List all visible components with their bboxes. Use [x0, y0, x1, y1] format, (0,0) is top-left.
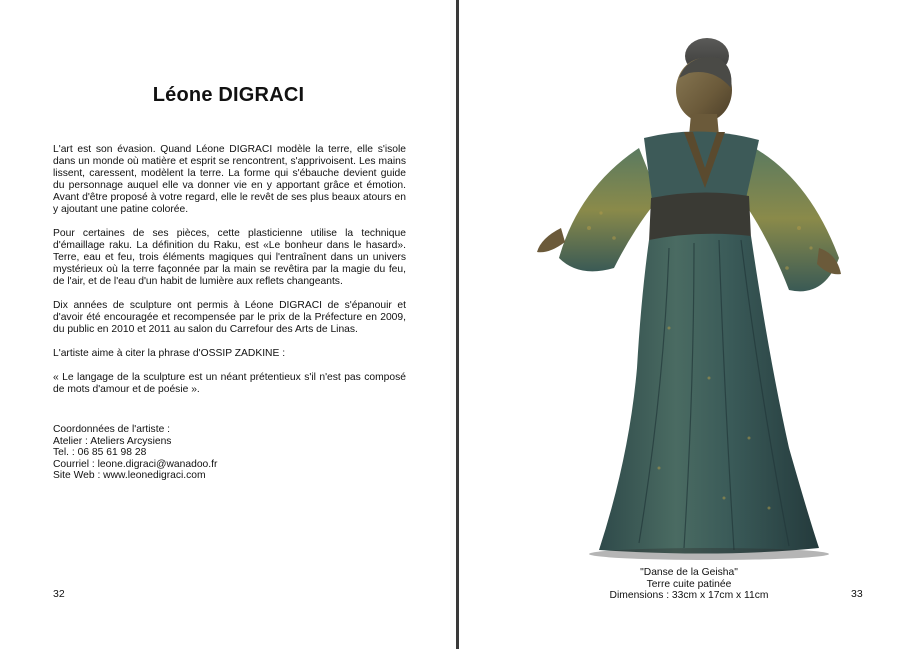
contact-phone: Tel. : 06 85 61 98 28	[53, 447, 147, 459]
page-number-left: 32	[53, 588, 65, 600]
page-title: Léone DIGRACI	[152, 84, 305, 106]
contact-email: Courriel : leone.digraci@wanadoo.fr	[53, 458, 218, 470]
bio-paragraph: Pour certaines de ses pièces, cette plasticienne utilise la technique d'émaillage raku. La définition du Raku, est «Le bonheur dans le hasard». Terre, eau et feu, trois éléments magiques qui l'entraînent dans un univers mystérieux où la terre façonnée par la main se revêtira par la magie du feu, de l'air, et de l'eau d'un habit de lumière aux reflets changeants.	[53, 228, 406, 287]
quote-paragraph: « Le langage de la sculpture est un néant prétentieux s'il n'est pas composé de mots d'amour et de poésie ».	[53, 372, 406, 395]
page-number-right: 33	[851, 588, 863, 600]
artwork-title: "Danse de la Geisha"	[640, 567, 738, 578]
bio-paragraph: L'artiste aime à citer la phrase d'OSSIP ZADKINE :	[53, 348, 286, 359]
contact-website: Site Web : www.leonedigraci.com	[53, 470, 206, 482]
artwork-dimensions: Dimensions : 33cm x 17cm x 11cm	[609, 590, 769, 601]
contact-heading: Coordonnées de l'artiste :	[53, 424, 171, 435]
base-shadow	[589, 548, 829, 560]
artist-biography	[53, 144, 406, 408]
artist-contact-block	[53, 424, 406, 482]
artwork-caption	[549, 567, 829, 602]
left-hand	[537, 228, 565, 252]
bio-paragraph: L'art est son évasion. Quand Léone DIGRACI modèle la terre, elle s'isole dans un monde où matière et esprit se rencontrent, s'apprivoisent. Les mains lissent, caressent, modèlent la terre. La forme qui s'ébauche devient guide du personnage auquel elle va donner vie en y apportant grâce et émotion. Avant d'être proposé à votre regard, elle le revêt de ses plus beaux atours en y ajoutant une patine colorée.	[53, 144, 406, 215]
bio-paragraph: Dix années de sculpture ont permis à Léone DIGRACI de s'épanouir et d'avoir été encouragée et recompensée par le prix de la Préfecture en 2009, du public en 2010 et 2011 au salon du Carrefour des Arts de Linas.	[53, 300, 406, 335]
geisha-sculpture-photo	[519, 28, 849, 563]
right-page	[459, 0, 915, 649]
artwork-material: Terre cuite patinée	[646, 578, 732, 590]
left-page	[0, 0, 457, 649]
contact-atelier: Atelier : Ateliers Arcysiens	[53, 435, 172, 447]
left-sleeve	[559, 148, 659, 271]
